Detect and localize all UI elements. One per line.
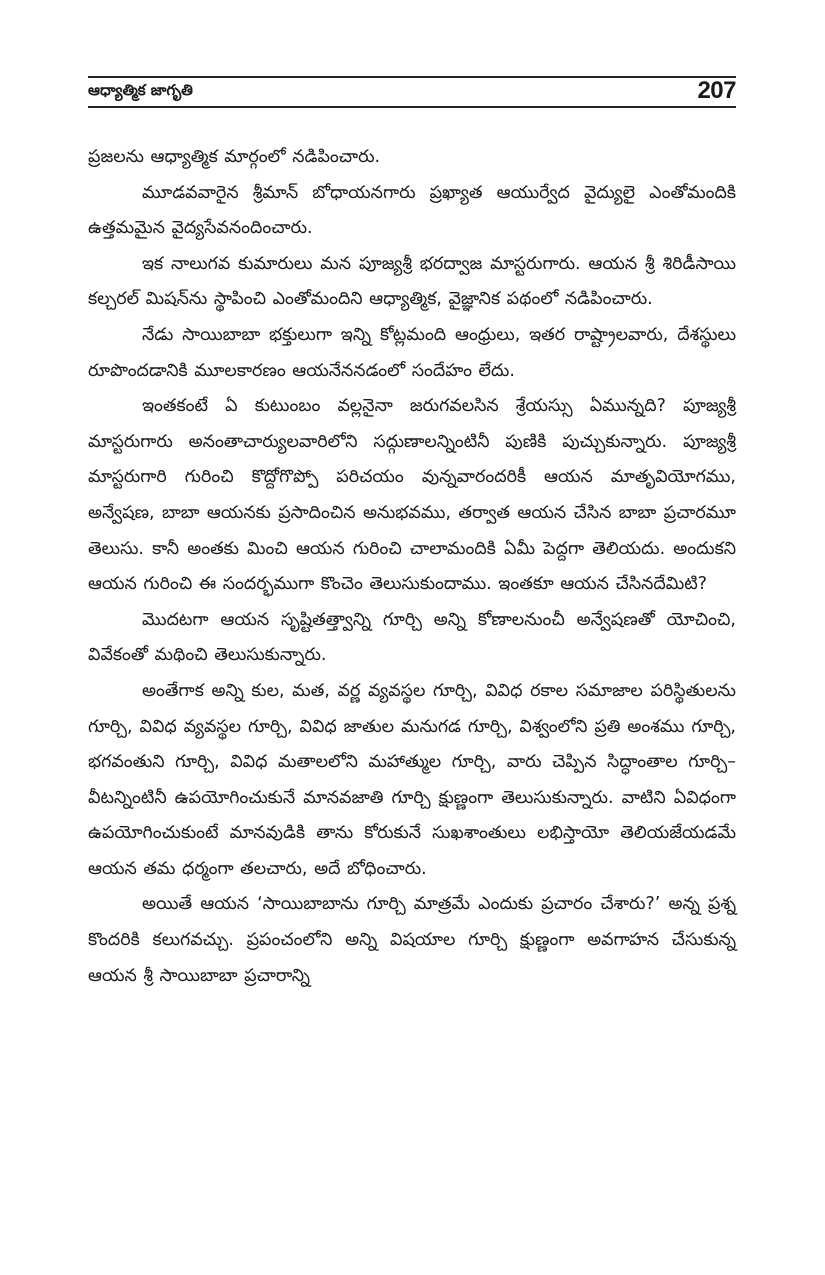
paragraph-continuation: ప్రజలను ఆధ్యాత్మిక మార్గంలో నడిపించారు. <box>88 147 381 167</box>
page-header <box>88 76 736 108</box>
body-text <box>88 140 736 994</box>
paragraph-family-welfare: ఇంతకంటే ఏ కుటుంబం వల్లనైనా జరుగవలసిన శ్రేయస్సు ఏమున్నది? పూజ్యశ్రీ మాస్టరుగారు అనంతాచార్యులవారిలోని సద్గుణాలన్నింటినీ పుణికి పుచ్చుకున్నారు. పూజ్యశ్రీ మాస్టరుగారి గురించి కొద్దోగొప్పో పరిచయం వున్నవారందరికీ ఆయన మాతృవియోగము, అన్వేషణ, బాబా ఆయనకు ప్రసాదించిన అనుభవము, తర్వాత ఆయన చేసిన బాబా ప్రచారమూ తెలుసు. కానీ అంతకు మించి ఆయన గురించి చాలామందికి ఏమీ పెద్దగా తెలియదు. అందుకని ఆయన గురించి ఈ సందర్భముగా కొంచెం తెలుసుకుందాము. ఇంతకూ ఆయన చేసినదేమిటి? <box>88 396 736 595</box>
header-bottom-rule <box>88 106 736 108</box>
header-top-rule <box>88 76 736 78</box>
paragraph-bodhayana: మూడవవారైన శ్రీమాన్ బోధాయనగారు ప్రఖ్యాత ఆయుర్వేద వైద్యులై ఎంతోమందికి ఉత్తమమైన వైద్యసేవనందించారు. <box>88 182 736 239</box>
paragraph-teachings: అంతేగాక అన్ని కుల, మత, వర్ణ వ్యవస్థల గూర్చి, వివిధ రకాల సమాజాల పరిస్థితులను గూర్చి, వివిధ వ్యవస్థల గూర్చి, వివిధ జాతుల మనుగడ గూర్చి, విశ్వంలోని ప్రతి అంశము గూర్చి, భగవంతుని గూర్చి, వివిధ మతాలలోని మహాత్ముల గూర్చి, వారు చెప్పిన సిద్ధాంతాల గూర్చి– వీటన్నింటినీ ఉపయోగించుకునే మానవజాతి గూర్చి క్షుణ్ణంగా తెలుసుకున్నారు. వాటిని ఏవిధంగా ఉపయోగించుకుంటే మానవుడికి తాను కోరుకునే సుఖశాంతులు లభిస్తాయో తెలియజేయడమే ఆయన తమ ధర్మంగా తలచారు, అదే బోధించారు. <box>88 680 736 879</box>
paragraph-bharadwaja-master: ఇక నాలుగవ కుమారులు మన పూజ్యశ్రీ భరద్వాజ మాస్టరుగారు. ఆయన శ్రీ శిరిడీసాయి కల్చరల్ మిషన్‌ను స్థాపించి ఎంతోమందిని ఆధ్యాత్మిక, వైజ్ఞానిక పథంలో నడిపించారు. <box>88 253 736 310</box>
page-number: 207 <box>697 77 736 104</box>
paragraph-creation-enquiry: మొదటగా ఆయన సృష్టితత్త్వాన్ని గూర్చి అన్ని కోణాలనుంచీ అన్వేషణతో యోచించి, వివేకంతో మథించి తెలుసుకున్నారు. <box>88 609 736 666</box>
paragraph-why-saibaba: అయితే ఆయన ‘సాయిబాబాను గూర్చి మాత్రమే ఎందుకు ప్రచారం చేశారు?’ అన్న ప్రశ్న కొందరికి కలుగవచ్చు. ప్రపంచంలోని అన్ని విషయాల గూర్చి క్షుణ్ణంగా అవగాహన చేసుకున్న ఆయన శ్రీ సాయిబాబా ప్రచారాన్ని <box>88 894 736 986</box>
running-title: ఆధ్యాత్మిక జాగృతి <box>88 81 193 99</box>
paragraph-sai-devotees: నేడు సాయిబాబా భక్తులుగా ఇన్ని కోట్లమంది ఆంధ్రులు, ఇతర రాష్ట్రాలవారు, దేశస్థులు రూపొందడానికి మూలకారణం ఆయనేననడంలో సందేహం లేదు. <box>88 324 736 381</box>
